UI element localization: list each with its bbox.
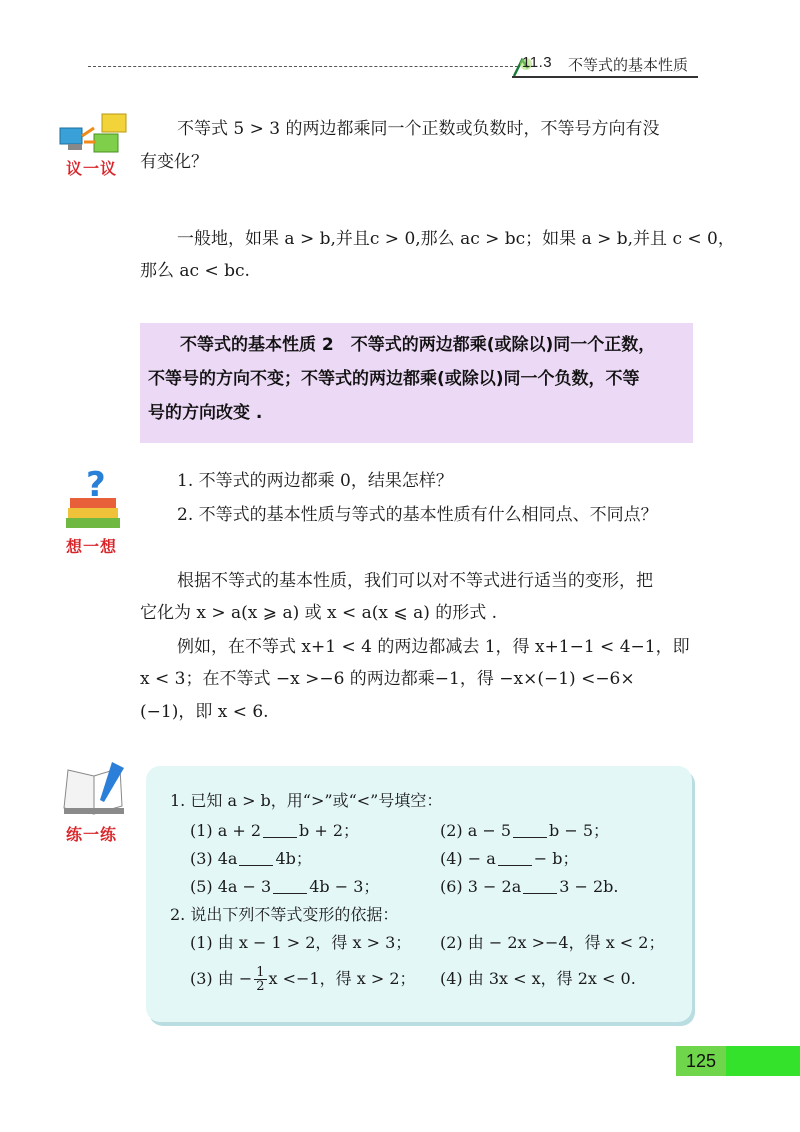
- general-text-line1: 一般地，如果 a > b,并且c > 0,那么 ac > bc；如果 a > b,并且 c < 0，: [177, 229, 735, 249]
- practice-question-1: 1. 已知 a > b，用“>”或“<”号填空：: [170, 791, 443, 810]
- practice-item-5: (5) 4a − 3 4b − 3；: [190, 877, 380, 896]
- think-question-1: 1. 不等式的两边都乘 0，结果怎样？: [177, 471, 453, 491]
- body-p1-line2: 它化为 x > a(x ⩾ a) 或 x < a(x ⩽ a) 的形式 .: [140, 603, 498, 623]
- svg-text:?: ?: [86, 468, 106, 505]
- header-underline: [512, 76, 698, 78]
- answer-blank-3[interactable]: [239, 851, 273, 866]
- practice-item-1: (1) a + 2 b + 2；: [190, 821, 360, 840]
- fraction-one-half: $\frac{1}{2}$: [256, 965, 265, 994]
- answer-blank-2[interactable]: [513, 823, 547, 838]
- answer-blank-1[interactable]: [263, 823, 297, 838]
- rule-line2: 不等号的方向不变；不等式的两边都乘(或除以)同一个负数，不等: [148, 369, 640, 389]
- discuss-label: 议一议: [66, 159, 118, 178]
- property-rule-box: [140, 323, 693, 443]
- practice-item-6: (6) 3 − 2a 3 − 2b.: [440, 877, 619, 896]
- practice-item-4: (4) − a − b；: [440, 849, 579, 868]
- practice-question-2: 2. 说出下列不等式变形的依据：: [170, 905, 399, 924]
- page-number-strip: [726, 1046, 800, 1076]
- rule-line1: 不等式的基本性质 2 不等式的两边都乘(或除以)同一个正数，: [180, 335, 656, 355]
- body-p1-line1: 根据不等式的基本性质，我们可以对不等式进行适当的变形，把: [177, 571, 653, 591]
- practice-reason-4: (4) 由 3x < x，得 2x < 0.: [440, 969, 636, 988]
- header-dashed-rule: [88, 66, 518, 67]
- practice-item-2: (2) a − 5 b − 5；: [440, 821, 610, 840]
- answer-blank-6[interactable]: [523, 879, 557, 894]
- discuss-text-line1: 不等式 5 > 3 的两边都乘同一个正数或负数时，不等号方向有没: [177, 119, 660, 139]
- practice-reason-3: (3) 由 − $\frac{1}{2}$ x <−1，得 x > 2；: [190, 965, 416, 994]
- general-text-line2: 那么 ac < bc.: [140, 261, 250, 281]
- section-number: 11.3: [522, 54, 553, 71]
- think-question-2: 2. 不等式的基本性质与等式的基本性质有什么相同点、不同点？: [177, 505, 658, 525]
- discuss-text-line2: 有变化？: [140, 152, 208, 172]
- page-number: 125: [685, 1051, 717, 1071]
- practice-notebook-icon: [60, 758, 130, 820]
- practice-box: [146, 766, 692, 1022]
- section-title: 不等式的基本性质: [568, 56, 689, 74]
- body-p2-line1: 例如，在不等式 x+1 < 4 的两边都减去 1，得 x+1−1 < 4−1，即: [177, 637, 690, 657]
- practice-label: 练一练: [66, 825, 118, 844]
- think-books-icon: [58, 468, 128, 538]
- body-p2-line2: x < 3；在不等式 −x >−6 的两边都乘−1，得 −x×(−1) <−6×: [140, 669, 635, 689]
- practice-item-3: (3) 4a 4b；: [190, 849, 312, 868]
- practice-reason-2: (2) 由 − 2x >−4，得 x < 2；: [440, 933, 665, 952]
- rule-line3: 号的方向改变 .: [148, 403, 263, 423]
- think-label: 想一想: [66, 537, 118, 556]
- body-p2-line3: (−1)，即 x < 6.: [140, 702, 269, 722]
- discuss-computers-icon: [54, 108, 134, 158]
- practice-reason-1: (1) 由 x − 1 > 2，得 x > 3；: [190, 933, 412, 952]
- answer-blank-5[interactable]: [273, 879, 307, 894]
- answer-blank-4[interactable]: [498, 851, 532, 866]
